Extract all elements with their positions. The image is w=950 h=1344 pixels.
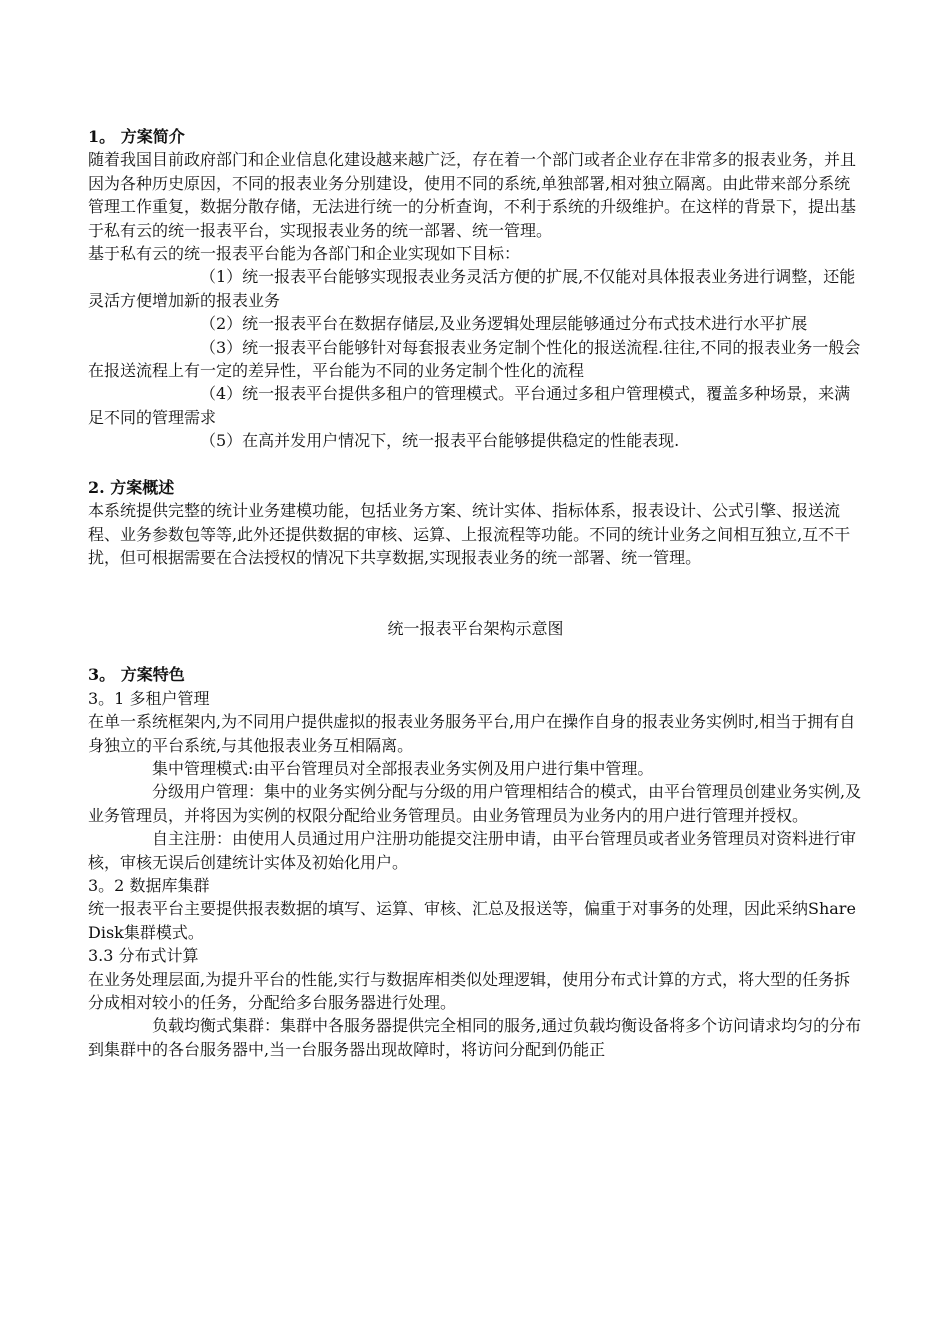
section1-para2: 基于私有云的统一报表平台能为各部门和企业实现如下目标：	[88, 244, 521, 264]
goal-item-3: （3）统一报表平台能够针对每套报表业务定制个性化的报送流程.往往,不同的报表业务一般会在报送流程上有一定的差异性，平台能为不同的业务定制个性化的流程	[88, 337, 861, 381]
subsection-3-1-para2: 集中管理模式:由平台管理员对全部报表业务实例及用户进行集中管理。	[152, 758, 654, 778]
subsection-3-1-title: 3。1 多租户管理	[88, 688, 210, 708]
subsection-3-3-title: 3.3 分布式计算	[88, 946, 199, 966]
subsection-3-1-para1: 在单一系统框架内,为不同用户提供虚拟的报表业务服务平台,用户在操作自身的报表业务实例时,相当于拥有自身独立的平台系统,与其他报表业务互相隔离。	[88, 712, 856, 755]
goal-item-2: （2）统一报表平台在数据存储层,及业务逻辑处理层能够通过分布式技术进行水平扩展	[200, 314, 808, 334]
goal-item-4: （4）统一报表平台提供多租户的管理模式。平台通过多租户管理模式，覆盖多种场景，来满足不同的管理需求	[88, 384, 851, 427]
subsection-3-1-para4: 自主注册：由使用人员通过用户注册功能提交注册申请，由平台管理员或者业务管理员对资料进行审核，审核无误后创建统计实体及初始化用户。	[88, 829, 857, 872]
section2-para1: 本系统提供完整的统计业务建模功能，包括业务方案、统计实体、指标体系，报表设计、公式引擎、报送流程、业务参数包等等,此外还提供数据的审核、运算、上报流程等功能。不同的统计业务之间相互独立,互不干扰，但可根据需要在合法授权的情况下共享数据,实现报表业务的统一部署、统一管理。	[88, 501, 851, 568]
section1-para1: 随着我国目前政府部门和企业信息化建设越来越广泛，存在着一个部门或者企业存在非常多的报表业务，并且因为各种历史原因，不同的报表业务分别建设，使用不同的系统,单独部署,相对独立隔离。由此带来部分系统管理工作重复，数据分散存储，无法进行统一的分析查询，不利于系统的升级维护。在这样的背景下，提出基于私有云的统一报表平台，实现报表业务的统一部署、统一管理。	[88, 150, 857, 240]
subsection-3-3-para2: 负载均衡式集群：集群中各服务器提供完全相同的服务,通过负载均衡设备将多个访问请求均匀的分布到集群中的各台服务器中,当一台服务器出现故障时，将访问分配到仍能正	[88, 1016, 862, 1059]
spacer	[88, 453, 863, 476]
section3-heading: 3。 方案特色	[88, 665, 185, 685]
subsection-3-2-title: 3。2 数据库集群	[88, 875, 210, 895]
goal-item-5: （5）在高并发用户情况下，统一报表平台能够提供稳定的性能表现.	[200, 431, 680, 451]
figure-caption: 统一报表平台架构示意图	[387, 618, 564, 638]
subsection-3-2-para1: 统一报表平台主要提供报表数据的填写、运算、审核、汇总及报送等，偏重于对事务的处理，因此采纳Share Disk集群模式。	[88, 899, 856, 942]
subsection-3-3-para1: 在业务处理层面,为提升平台的性能,实行与数据库相类似处理逻辑，使用分布式计算的方式，将大型的任务拆分成相对较小的任务，分配给多台服务器进行处理。	[88, 969, 851, 1012]
subsection-3-1-para3: 分级用户管理：集中的业务实例分配与分级的用户管理相结合的模式，由平台管理员创建业务实例,及业务管理员，并将因为实例的权限分配给业务管理员。由业务管理员为业务内的用户进行管理并授权。	[88, 782, 862, 825]
spacer	[88, 640, 863, 663]
goal-item-1: （1）统一报表平台能够实现报表业务灵活方便的扩展,不仅能对具体报表业务进行调整，还能灵活方便增加新的报表业务	[88, 267, 856, 310]
section1-heading: 1。 方案简介	[88, 127, 185, 146]
document-page	[88, 125, 863, 1061]
section2-heading: 2. 方案概述	[88, 478, 175, 498]
spacer	[88, 570, 863, 617]
